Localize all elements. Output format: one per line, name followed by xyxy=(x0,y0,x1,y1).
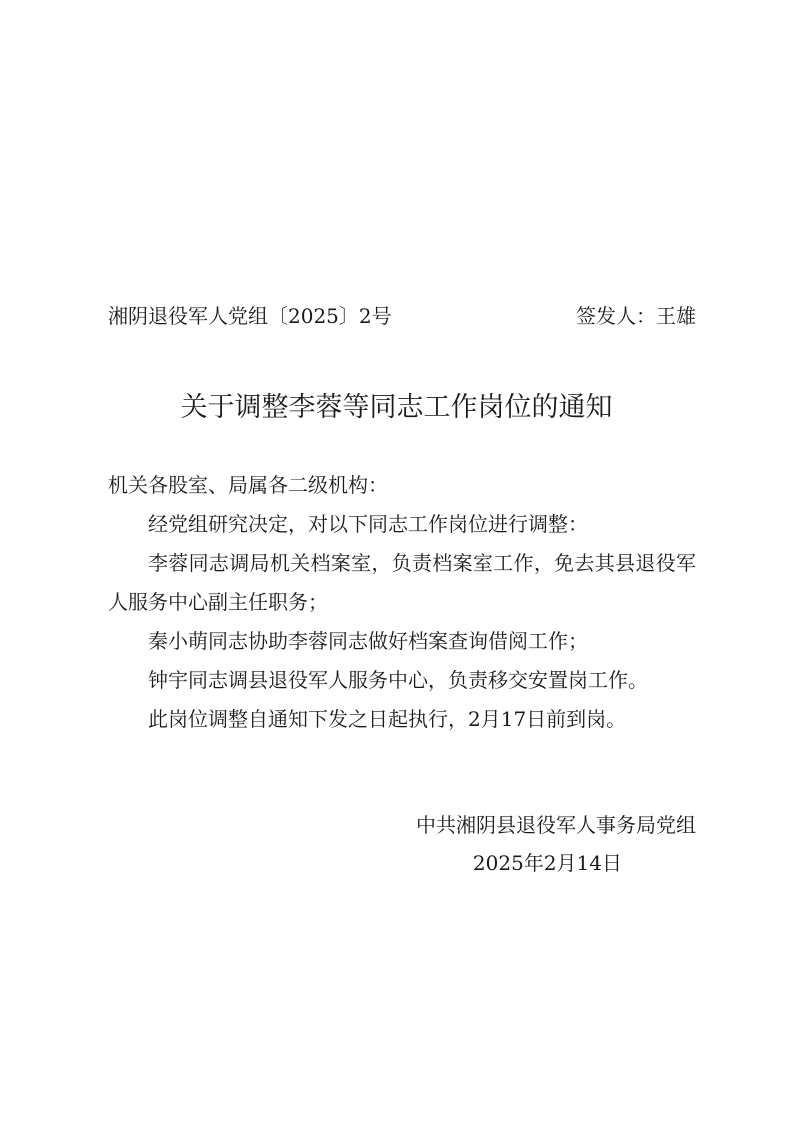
issue-date: 2025年2月14日 xyxy=(472,851,622,875)
paragraph-li-rong: 李蓉同志调局机关档案室，负责档案室工作，免去其县退役军人服务中心副主任职务； xyxy=(108,551,696,614)
issuing-organization: 中共湘阴县退役军人事务局党组 xyxy=(416,813,696,837)
paragraph-qin-xiaomeng: 秦小萌同志协助李蓉同志做好档案查询借阅工作； xyxy=(148,629,588,653)
document-body xyxy=(108,466,696,739)
paragraph-zhong-yu: 钟宇同志调县退役军人服务中心，负责移交安置岗工作。 xyxy=(148,668,648,692)
paragraph-effective-date: 此岗位调整自通知下发之日起执行，2月17日前到岗。 xyxy=(148,707,627,731)
document-header xyxy=(108,300,696,332)
paragraph-decision: 经党组研究决定，对以下同志工作岗位进行调整： xyxy=(148,512,588,536)
signature-block xyxy=(108,806,696,882)
signer: 签发人：王雄 xyxy=(576,304,696,328)
document-title: 关于调整李蓉等同志工作岗位的通知 xyxy=(180,392,613,423)
document-number: 湘阴退役军人党组〔2025〕2号 xyxy=(108,304,392,328)
addressee: 机关各股室、局属各二级机构： xyxy=(108,473,388,497)
